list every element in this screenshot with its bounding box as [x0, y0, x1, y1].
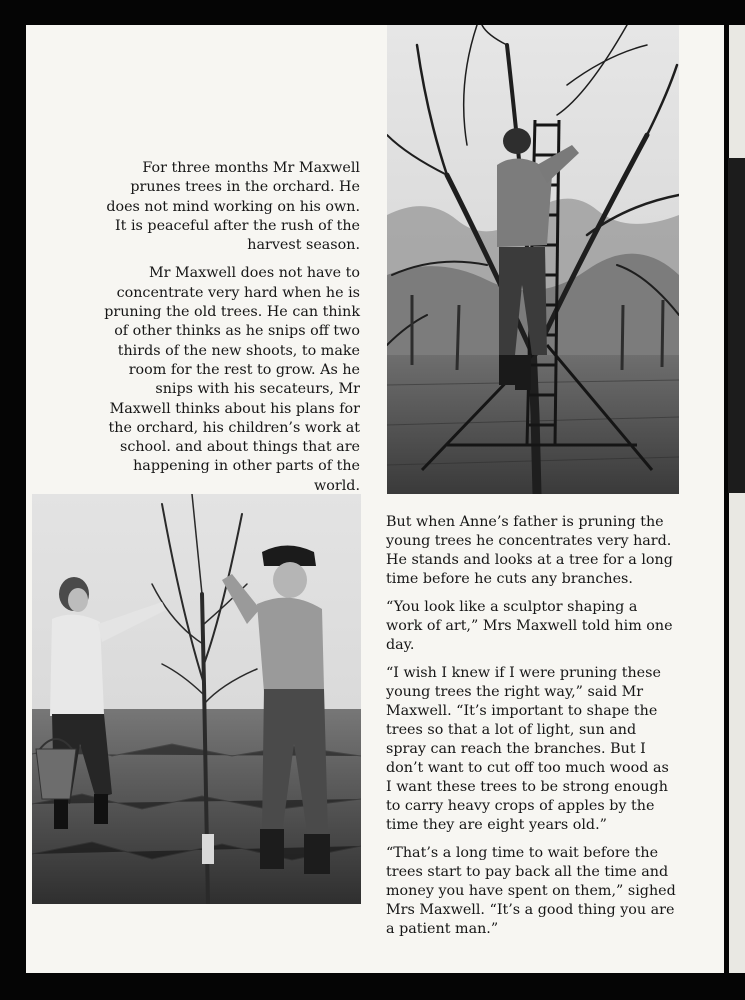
- right-paragraph-1: But when Anne’s father is pruning the young trees he concentrates very hard. He stands and looks at a tree for a long time before he cuts any branches.: [386, 514, 673, 587]
- right-paragraph-4: “That’s a long time to wait before the trees start to pay back all the time and money you have spent on them,” sighed Mrs Maxwell. “It’s a good thing you are a patient man.”: [386, 845, 676, 937]
- orchard-ladder-photo: [387, 25, 679, 494]
- right-paragraph-2: “You look like a sculptor shaping a work of art,” Mrs Maxwell told him one day.: [386, 599, 673, 653]
- left-text-column: [95, 159, 360, 505]
- right-paragraph-3: “I wish I knew if I were pruning these young trees the right way,” said Mr Maxwell. “It’s important to shape the trees so that a lot of light, sun and spray can reach the branches. But I don’t want to cut off too much wood as I want these trees to be strong enough to carry heavy crops of apples by the time they are eight years old.”: [386, 665, 669, 833]
- photo-man-on-ladder: [387, 25, 679, 494]
- photo-couple-pruning: [32, 494, 361, 904]
- young-tree-photo: [32, 494, 361, 904]
- next-page-photo-edge: [728, 158, 745, 493]
- left-paragraph-1: For three months Mr Maxwell prunes trees in the orchard. He does not mind working on his own. It is peaceful after the rush of the harvest season.: [106, 160, 360, 254]
- left-paragraph-2: Mr Maxwell does not have to concentrate very hard when he is pruning the old trees. He can think of other thinks as he snips off two thirds of the new shoots, to make room for the rest to grow. As he snips with his secateurs, Mr Maxwell thinks about his plans for the orchard, his children’s work at school. and about things that are happening in other parts of the world.: [104, 265, 360, 494]
- right-text-column: [386, 513, 678, 948]
